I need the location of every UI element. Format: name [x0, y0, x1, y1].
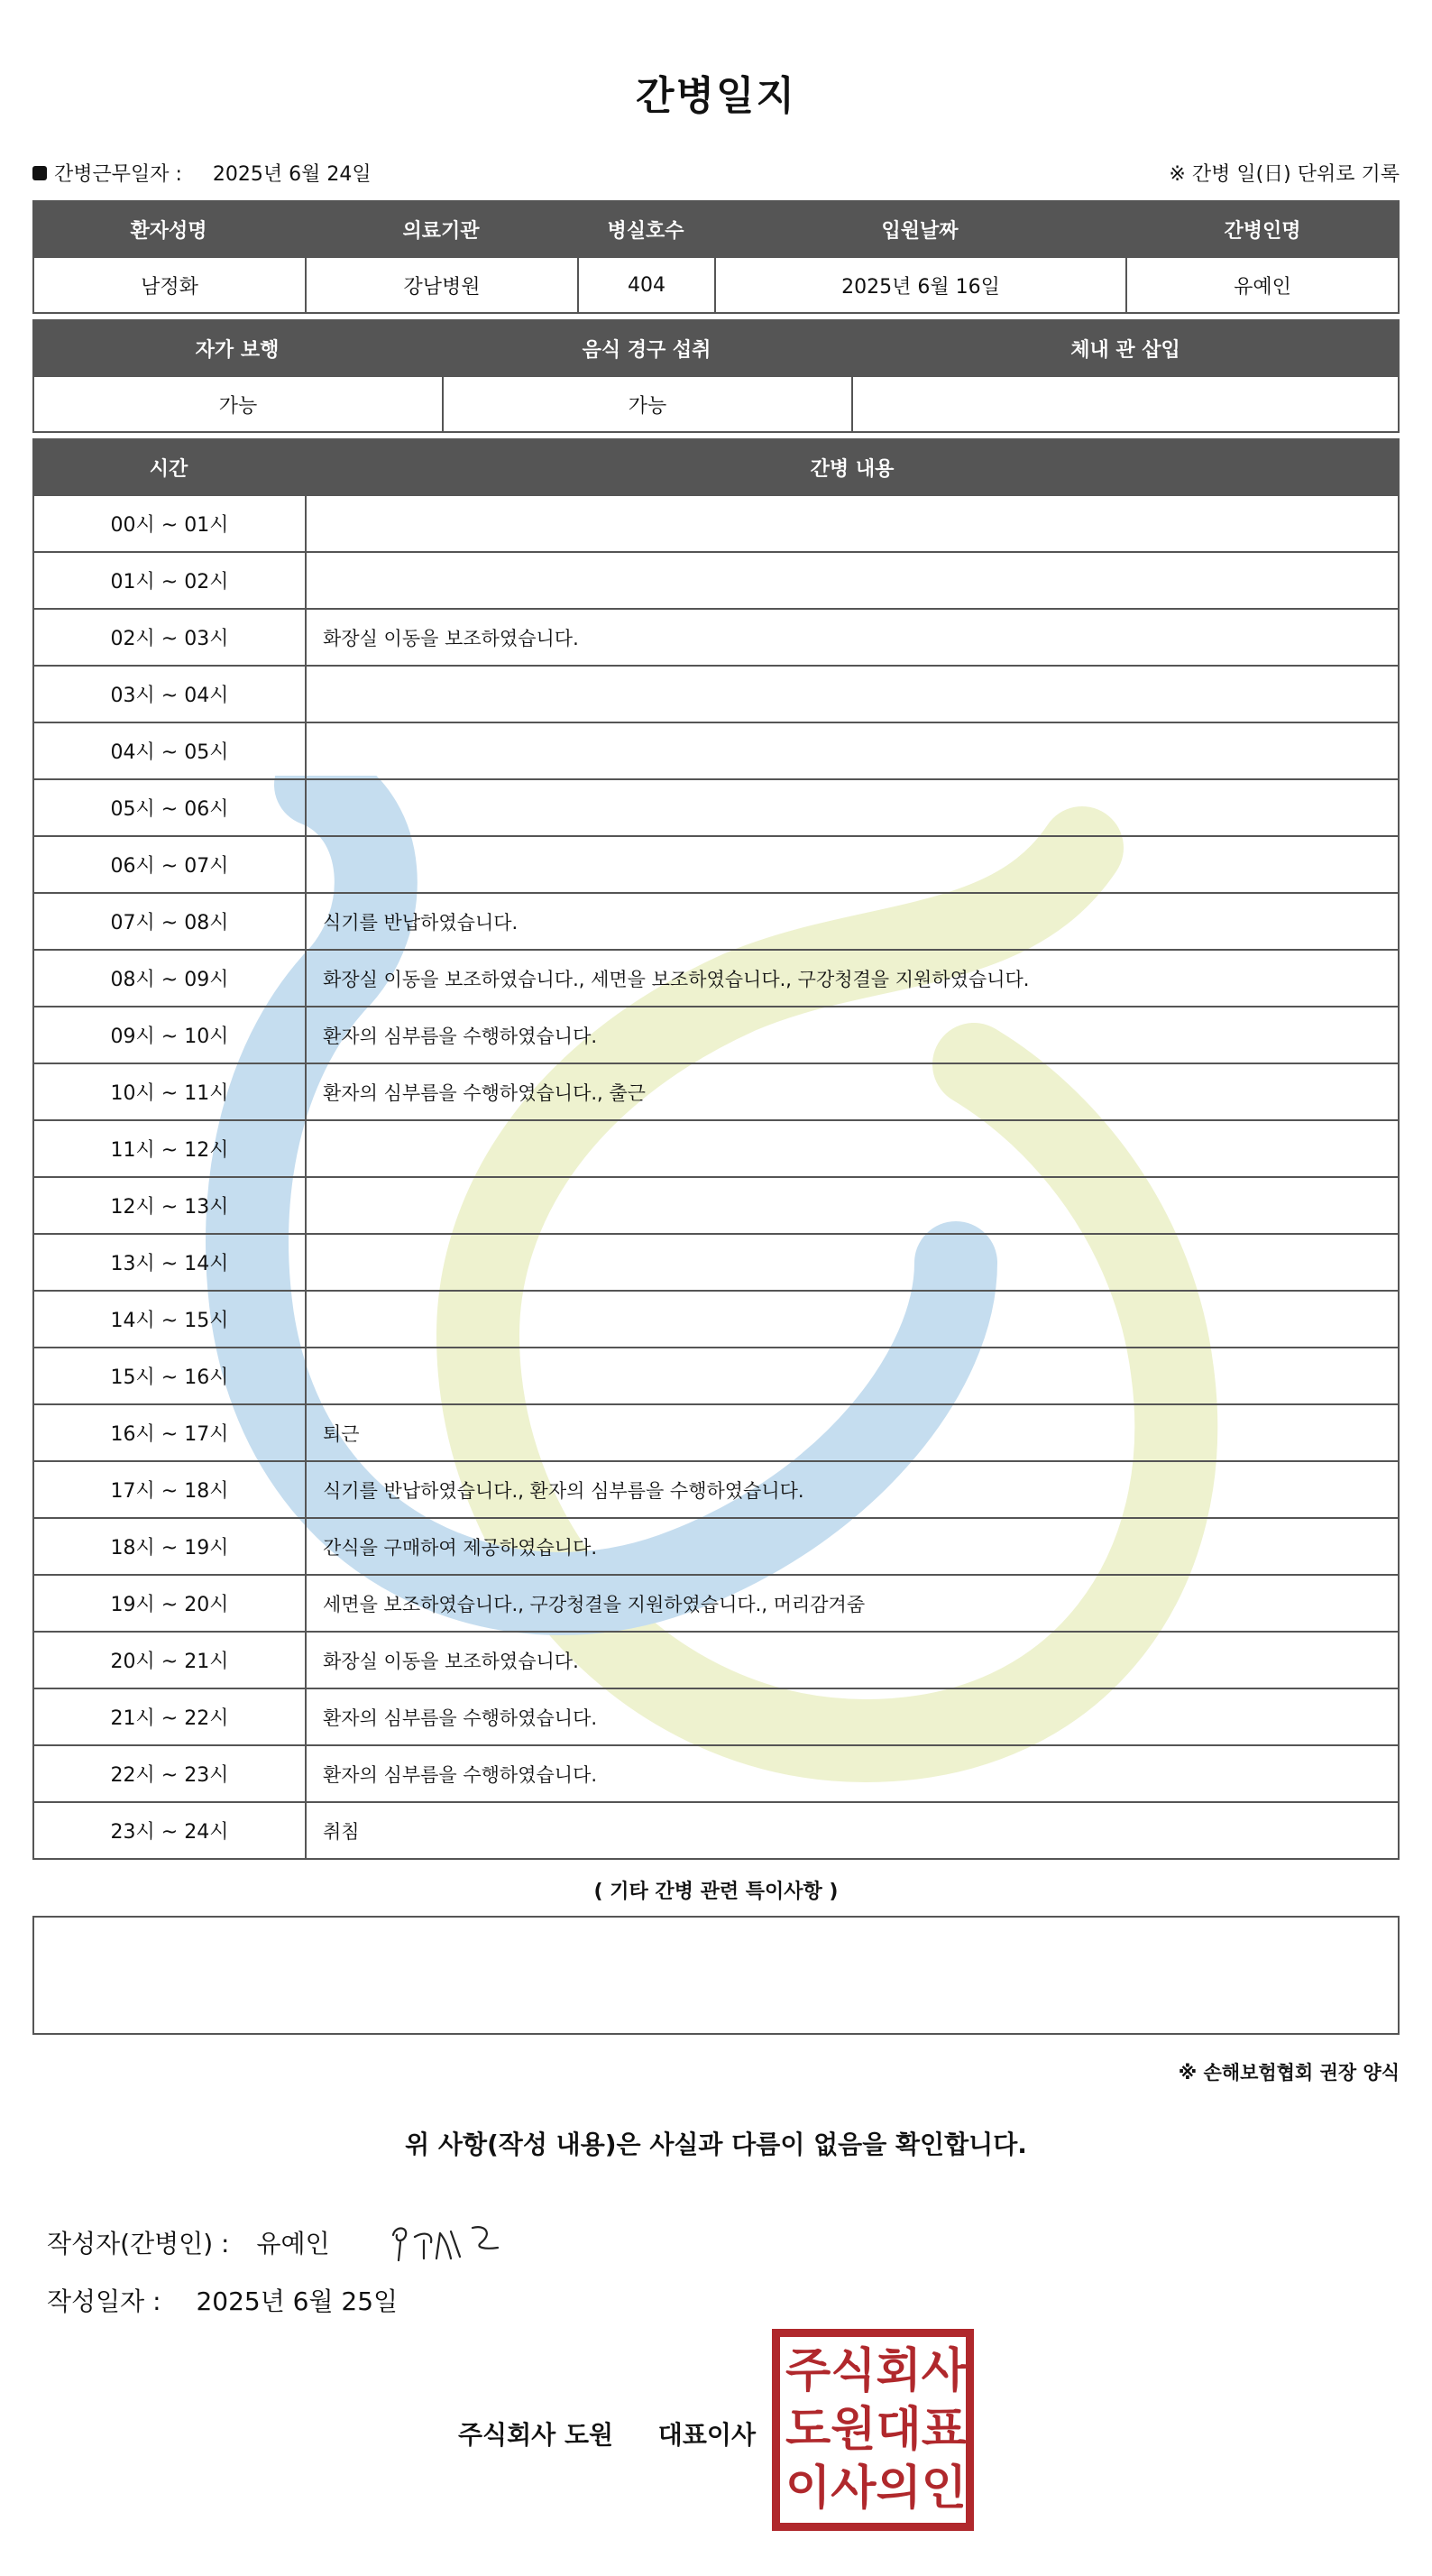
- care-content-cell: [307, 553, 1398, 608]
- hospital-value: 강남병원: [307, 258, 579, 312]
- patient-info-header: [32, 200, 1400, 258]
- patient-info-table: [32, 200, 1400, 314]
- special-notes-title: ( 기타 간병 관련 특이사항 ): [593, 1881, 839, 1903]
- table-row: [32, 667, 1400, 723]
- care-content-cell: 환자의 심부름을 수행하였습니다.: [323, 1707, 598, 1729]
- patient-info-values: [32, 258, 1400, 314]
- care-content-cell: [307, 1121, 1398, 1176]
- table-row: [32, 1121, 1400, 1178]
- time-cell: 22시 ~ 23시: [34, 1746, 307, 1801]
- time-cell: 08시 ~ 09시: [34, 951, 307, 1006]
- bullet-square-icon: [32, 166, 47, 180]
- record-unit-note: ※ 간병 일(日) 단위로 기록: [1169, 163, 1400, 186]
- time-cell: 14시 ~ 15시: [34, 1292, 307, 1347]
- company-seal-stamp: [772, 2329, 974, 2531]
- time-cell: 23시 ~ 24시: [34, 1803, 307, 1858]
- page-title: 간병일지: [635, 73, 796, 119]
- care-content-cell: [307, 1178, 1398, 1233]
- care-content-cell: 화장실 이동을 보조하였습니다.: [323, 627, 579, 649]
- form-recommendation-note: ※ 손해보험협회 권장 양식: [1178, 2062, 1400, 2084]
- time-cell: 20시 ~ 21시: [34, 1633, 307, 1688]
- patient-status-header: [32, 319, 1400, 377]
- time-cell: 18시 ~ 19시: [34, 1519, 307, 1574]
- header-caregiver-name: 간병인명: [1224, 219, 1301, 243]
- header-admission-date: 입원날짜: [881, 219, 959, 243]
- written-date-label: 작성일자 :: [47, 2286, 161, 2316]
- care-log-table: [32, 438, 1400, 1860]
- time-cell: 16시 ~ 17시: [34, 1405, 307, 1460]
- care-content-cell: [307, 667, 1398, 722]
- care-content-cell: [307, 723, 1398, 778]
- handwritten-signature: [384, 2215, 528, 2269]
- table-row: [32, 1235, 1400, 1292]
- time-cell: 10시 ~ 11시: [34, 1064, 307, 1119]
- oral-intake-value: 가능: [444, 377, 853, 431]
- header-tube-insertion: 체내 관 삽입: [1070, 338, 1180, 362]
- stamp-line-2: 도 원 대 표: [785, 2403, 967, 2457]
- table-row: [32, 610, 1400, 667]
- stamp-line-1: 주 식 회 사: [785, 2344, 967, 2398]
- care-content-cell: 화장실 이동을 보조하였습니다., 세면을 보조하였습니다., 구강청결을 지원하였습니다.: [323, 968, 1030, 990]
- table-row: [32, 1803, 1400, 1860]
- care-content-cell: 환자의 심부름을 수행하였습니다.: [323, 1763, 598, 1786]
- patient-name-value: 남정화: [34, 258, 307, 312]
- care-content-cell: [307, 1348, 1398, 1403]
- time-cell: 02시 ~ 03시: [34, 610, 307, 665]
- table-row: [32, 1348, 1400, 1405]
- patient-status-values: [32, 377, 1400, 433]
- caregiver-name-value: 유예인: [1234, 275, 1291, 299]
- writer-line: [47, 2215, 528, 2269]
- admission-date-value: 2025년 6월 16일: [716, 258, 1127, 312]
- time-cell: 07시 ~ 08시: [34, 894, 307, 949]
- table-row: [32, 1519, 1400, 1576]
- written-date-value: 2025년 6월 25일: [196, 2286, 399, 2316]
- care-content-cell: 환자의 심부름을 수행하였습니다.: [323, 1025, 598, 1047]
- time-cell: 01시 ~ 02시: [34, 553, 307, 608]
- writer-label: 작성자(간병인) :: [47, 2229, 230, 2259]
- table-row: [32, 1576, 1400, 1633]
- company-line: [458, 2415, 756, 2452]
- company-representative: 대표이사: [657, 2420, 756, 2450]
- tube-insertion-value: [853, 377, 1398, 431]
- table-row: [32, 951, 1400, 1007]
- work-date-value: 2025년 6월 24일: [212, 163, 372, 186]
- written-date-line: [47, 2282, 398, 2318]
- header-patient-name: 환자성명: [130, 219, 207, 243]
- care-content-cell: [307, 1235, 1398, 1290]
- table-row: [32, 553, 1400, 610]
- table-row: [32, 894, 1400, 951]
- table-row: [32, 837, 1400, 894]
- header-room-number: 병실호수: [607, 219, 684, 243]
- time-cell: 09시 ~ 10시: [34, 1007, 307, 1063]
- table-row: [32, 1405, 1400, 1462]
- header-hospital: 의료기관: [402, 219, 480, 243]
- care-content-cell: 간식을 구매하여 제공하였습니다.: [323, 1536, 598, 1559]
- care-content-cell: [307, 780, 1398, 835]
- header-oral-intake: 음식 경구 섭취: [582, 338, 711, 362]
- company-name: 주식회사 도원: [458, 2420, 614, 2450]
- confirmation-statement: 위 사항(작성 내용)은 사실과 다름이 없음을 확인합니다.: [405, 2130, 1027, 2159]
- table-row: [32, 1178, 1400, 1235]
- table-row: [32, 780, 1400, 837]
- table-row: [32, 1462, 1400, 1519]
- patient-status-table: [32, 319, 1400, 433]
- work-date-label: 간병근무일자 :: [54, 163, 182, 186]
- time-cell: 03시 ~ 04시: [34, 667, 307, 722]
- care-content-cell: 취침: [323, 1820, 360, 1843]
- care-content-cell: 식기를 반납하였습니다.: [323, 911, 519, 934]
- care-content-cell: 세면을 보조하였습니다., 구강청결을 지원하였습니다., 머리감겨줌: [323, 1593, 866, 1615]
- writer-name: 유예인: [256, 2229, 330, 2259]
- special-notes-box: [32, 1916, 1400, 2035]
- room-number-value: 404: [579, 258, 716, 312]
- time-cell: 12시 ~ 13시: [34, 1178, 307, 1233]
- care-content-cell: [307, 496, 1398, 551]
- table-row: [32, 723, 1400, 780]
- header-self-walking: 자가 보행: [195, 338, 280, 362]
- table-row: [32, 1689, 1400, 1746]
- time-cell: 15시 ~ 16시: [34, 1348, 307, 1403]
- table-row: [32, 1292, 1400, 1348]
- stamp-line-3: 이 사 의 인: [785, 2461, 967, 2516]
- care-content-cell: 화장실 이동을 보조하였습니다.: [323, 1650, 579, 1672]
- table-row: [32, 1064, 1400, 1121]
- time-cell: 04시 ~ 05시: [34, 723, 307, 778]
- time-cell: 06시 ~ 07시: [34, 837, 307, 892]
- care-content-cell: 식기를 반납하였습니다., 환자의 심부름을 수행하였습니다.: [323, 1479, 804, 1502]
- care-content-cell: 환자의 심부름을 수행하였습니다., 출근: [323, 1081, 646, 1104]
- table-row: [32, 496, 1400, 553]
- header-care-content: 간병 내용: [810, 457, 895, 481]
- time-cell: 17시 ~ 18시: [34, 1462, 307, 1517]
- header-time: 시간: [149, 457, 188, 481]
- table-row: [32, 1007, 1400, 1064]
- care-log-header: [32, 438, 1400, 496]
- time-cell: 21시 ~ 22시: [34, 1689, 307, 1744]
- care-content-cell: [307, 837, 1398, 892]
- time-cell: 13시 ~ 14시: [34, 1235, 307, 1290]
- table-row: [32, 1633, 1400, 1689]
- time-cell: 11시 ~ 12시: [34, 1121, 307, 1176]
- care-content-cell: 퇴근: [323, 1422, 360, 1445]
- time-cell: 19시 ~ 20시: [34, 1576, 307, 1631]
- time-cell: 05시 ~ 06시: [34, 780, 307, 835]
- time-cell: 00시 ~ 01시: [34, 496, 307, 551]
- work-date-line: [32, 159, 372, 187]
- self-walking-value: 가능: [34, 377, 444, 431]
- care-content-cell: [307, 1292, 1398, 1347]
- table-row: [32, 1746, 1400, 1803]
